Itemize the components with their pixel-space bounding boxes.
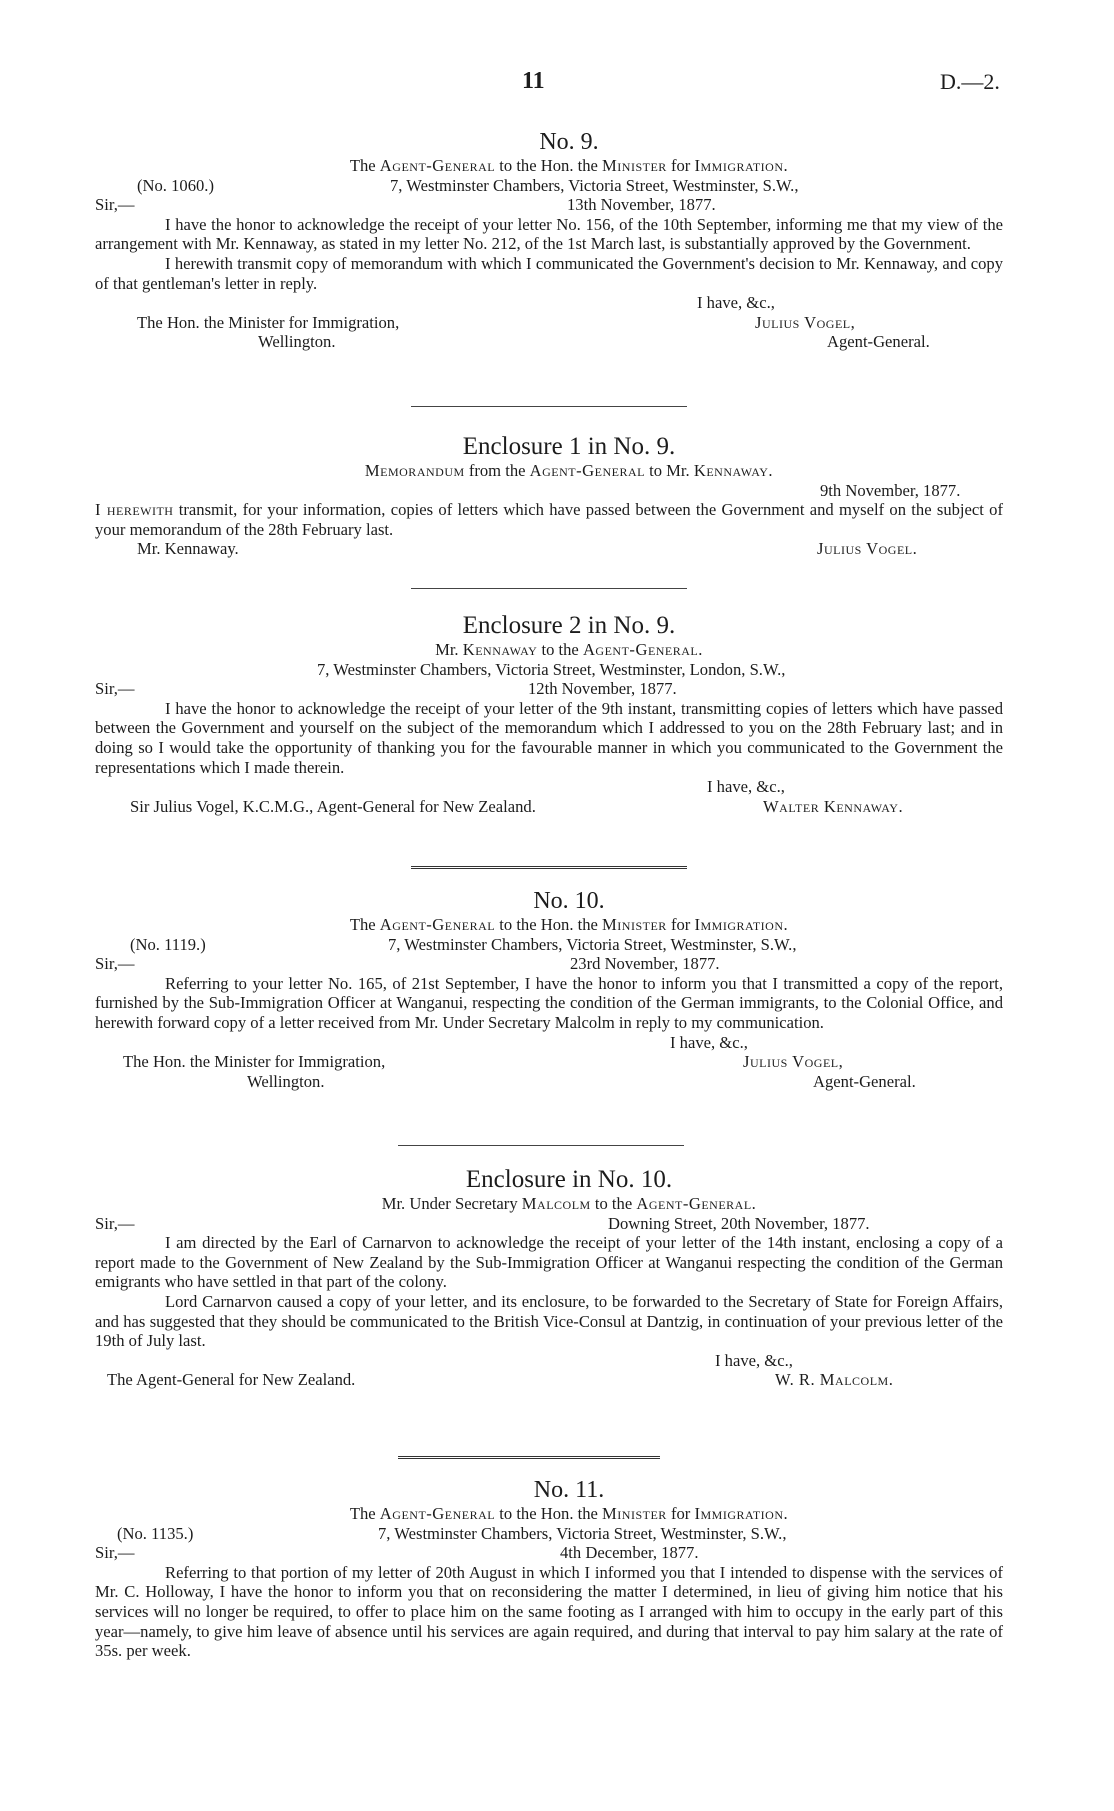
page-reference: D.—2. [940,69,1000,94]
salutation: Sir,— [95,954,135,974]
addressee: Sir Julius Vogel, K.C.M.G., Agent-General for New Zealand. [130,796,536,816]
enclosure-title: Enclosure 2 in No. 9. [462,612,676,639]
signature: Julius Vogel. [817,539,918,559]
closing: I have, &c., [715,1350,793,1370]
enclosure-heading: Mr. Kennaway to the Agent-General. [435,640,703,659]
enclosure-no10 [95,1166,1003,1390]
divider [411,866,687,869]
salutation: Sir,— [95,195,135,215]
letter-date: 13th November, 1877. [567,195,716,215]
addressee: Mr. Kennaway. [137,539,239,559]
enclosure-1-no9 [95,433,1003,559]
letter-title: No. 9. [539,129,599,155]
letter-heading: The Agent-General to the Hon. the Minister for Immigration. [349,915,789,934]
body-paragraph: I herewith transmit, for your information, copies of letters which have passed between the Government and myself on the subject of your memorandum of the 28th February last. [95,500,1003,539]
body-paragraph: I am directed by the Earl of Carnarvon to acknowledge the receipt of your letter of the 14th instant, enclosing a copy of a report made to the Government of New Zealand by the Sub-Immigration Officer at Wanganui respecting the condition of the German emigrants who have settled in that part of the colony. [95,1233,1003,1292]
letter-title: No. 10. [533,888,605,914]
letter-address: 7, Westminster Chambers, Victoria Street, Westminster, S.W., [390,175,799,195]
salutation: Sir,— [95,679,135,699]
body-paragraph: I have the honor to acknowledge the receipt of your letter of the 9th instant, transmitting copies of letters which have passed between the Government and yourself on the subject of the memorandum which I addressed to you on the 28th February last; and in doing so I would take the opportunity of thanking you for the favourable manner in which you communicated to the Government the representations which I made therein. [95,698,1003,777]
divider [411,588,687,589]
salutation: Sir,— [95,1213,135,1233]
addressee: The Agent-General for New Zealand. [107,1370,356,1390]
letter-heading: The Agent-General to the Hon. the Minister for Immigration. [349,156,789,175]
letter-no11 [95,1476,1003,1661]
letter-heading: The Agent-General to the Hon. the Minister for Immigration. [349,1504,789,1523]
closing: I have, &c., [697,293,775,313]
enclosure-date: 9th November, 1877. [820,480,961,500]
signature: Walter Kennaway. [763,796,904,816]
enclosure-title: Enclosure in No. 10. [465,1166,673,1193]
enclosure-2-no9 [95,612,1003,816]
addressee-city: Wellington. [258,332,336,352]
enclosure-date: 12th November, 1877. [528,679,677,699]
letter-date: 4th December, 1877. [560,1543,699,1563]
page-number: 11 [522,68,545,94]
signature: Julius Vogel, [743,1052,844,1072]
divider [411,406,687,407]
salutation: Sir,— [95,1543,135,1563]
letter-ref: (No. 1060.) [137,175,214,195]
addressee-city: Wellington. [247,1071,325,1091]
enclosure-title: Enclosure 1 in No. 9. [462,433,676,460]
letter-address: 7, Westminster Chambers, Victoria Street, Westminster, S.W., [388,934,797,954]
letter-title: No. 11. [533,1477,605,1503]
body-paragraph: I herewith transmit copy of memorandum with which I communicated the Government's decision to Mr. Kennaway, and copy of that gentleman's letter in reply. [95,253,1003,293]
addressee: The Hon. the Minister for Immigration, [123,1052,386,1072]
enclosure-address: 7, Westminster Chambers, Victoria Street, Westminster, London, S.W., [317,659,786,679]
letter-ref: (No. 1119.) [130,934,206,954]
body-paragraph: Referring to your letter No. 165, of 21st September, I have the honor to inform you that I transmitted a copy of the report, furnished by the Sub-Immigration Officer at Wanganui, respecting the condition of the German immigrants, to the Colonial Office, and herewith forward copy of a letter received from Mr. Under Secretary Malcolm in reply to my communication. [95,973,1003,1032]
body-paragraph: Lord Carnarvon caused a copy of your letter, and its enclosure, to be forwarded to the Secretary of State for Foreign Affairs, and has suggested that they should be communicated to the British Vice-Consul at Dantzig, in continuation of your previous letter of the 19th of July last. [95,1291,1003,1351]
body-paragraph: Referring to that portion of my letter of 20th August in which I informed you that I intended to dispense with the services of Mr. C. Holloway, I have the honor to inform you that on reconsidering the matter I determined, in lieu of giving him notice that his services will no longer be required, to offer to place him on the same footing as I arranged with him to occupy in the early part of this year—namely, to give him leave of absence until his services are again required, and during that interval to pay him salary at the rate of 35s. per week. [95,1562,1003,1661]
signature-title: Agent-General. [813,1071,916,1091]
body-paragraph: I have the honor to acknowledge the receipt of your letter No. 156, of the 10th September, informing me that my view of the arrangement with Mr. Kennaway, as stated in my letter No. 212, of the 1st March last, is substantially approved by the Government. [95,214,1003,254]
letter-no10 [95,887,1003,1091]
signature: Julius Vogel, [755,312,856,332]
divider [398,1145,684,1146]
letter-address: 7, Westminster Chambers, Victoria Street, Westminster, S.W., [378,1523,787,1543]
closing: I have, &c., [707,777,785,797]
addressee: The Hon. the Minister for Immigration, [137,312,400,332]
enclosure-heading: Mr. Under Secretary Malcolm to the Agent-General. [381,1194,757,1213]
enclosure-date: Downing Street, 20th November, 1877. [608,1213,870,1233]
letter-no9 [95,128,1003,352]
enclosure-heading: Memorandum from the Agent-General to Mr. Kennaway. [364,461,774,480]
closing: I have, &c., [670,1032,748,1052]
letter-date: 23rd November, 1877. [570,954,720,974]
signature: W. R. Malcolm. [775,1370,894,1390]
divider [398,1456,660,1459]
letter-ref: (No. 1135.) [117,1523,194,1543]
signature-title: Agent-General. [827,332,930,352]
